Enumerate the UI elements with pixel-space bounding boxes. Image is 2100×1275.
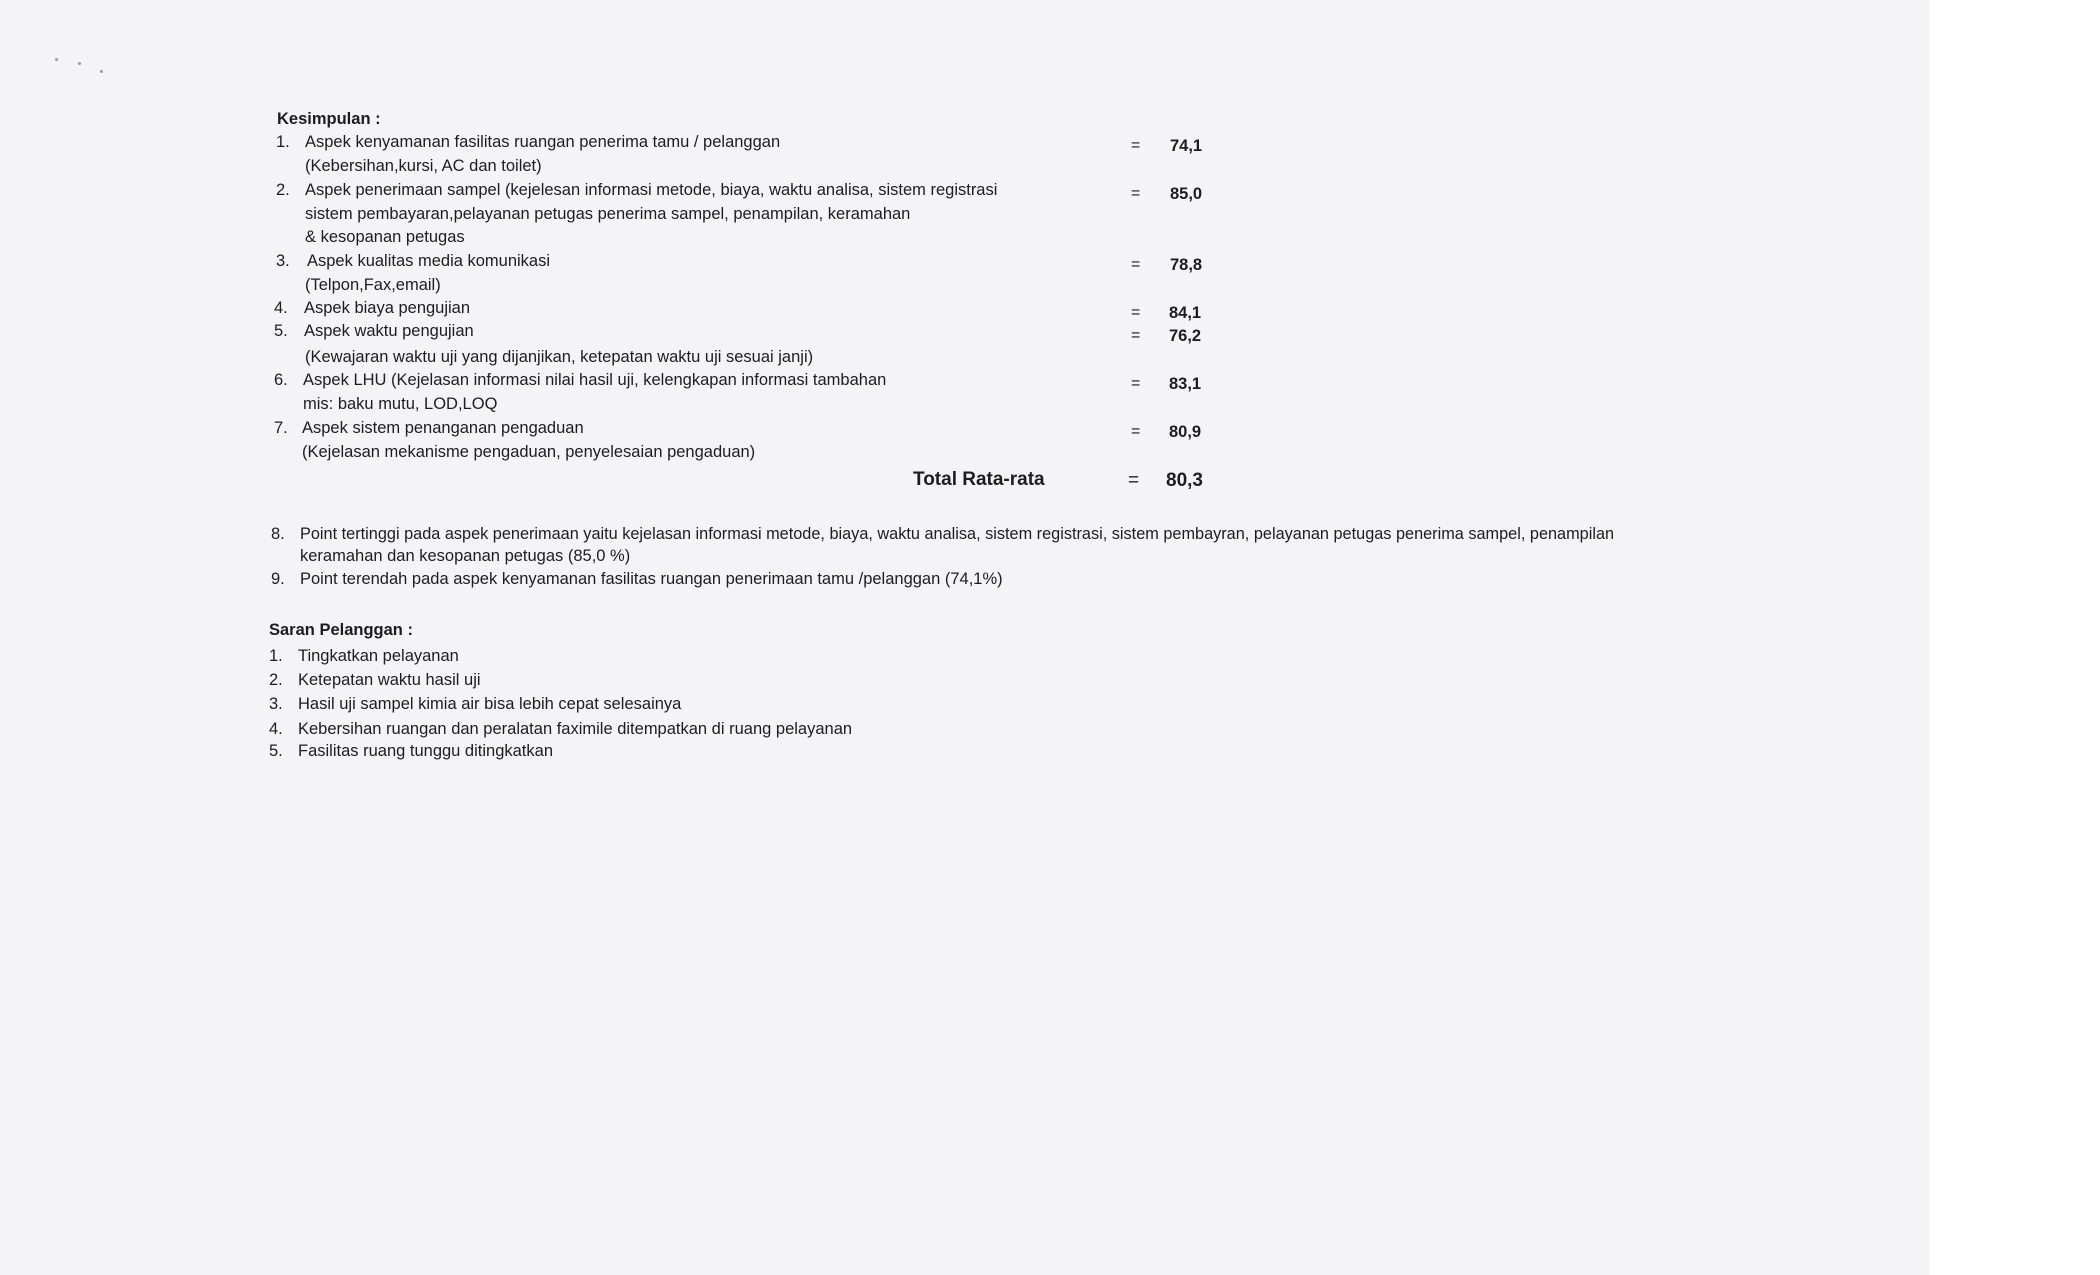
scan-speck (78, 62, 81, 65)
item-value: 85,0 (1170, 185, 1203, 203)
item-number: 2. (276, 181, 290, 199)
item-number: 3. (269, 695, 283, 713)
item-text: Aspek kualitas media komunikasi (307, 252, 551, 270)
saran-text: Ketepatan waktu hasil uji (298, 671, 481, 689)
saran-heading: Saran Pelanggan : (269, 621, 413, 639)
item-text: sistem pembayaran,pelayanan petugas penerima sampel, penampilan, keramahan (305, 205, 911, 223)
item-text: (Kejelasan mekanisme pengaduan, penyelesaian pengaduan) (302, 443, 756, 461)
equals-sign: = (1131, 375, 1141, 392)
item-number: 5. (269, 742, 283, 760)
item-number: 8. (271, 525, 285, 543)
item-number: 3. (276, 252, 290, 270)
item-number: 2. (269, 671, 283, 689)
item-number: 9. (271, 570, 285, 588)
item-value: 76,2 (1169, 327, 1202, 345)
saran-text: Tingkatkan pelayanan (298, 647, 459, 665)
item-number: 5. (274, 322, 288, 340)
equals-sign: = (1131, 304, 1141, 321)
note-text: keramahan dan kesopanan petugas (85,0 %) (300, 547, 631, 565)
saran-text: Kebersihan ruangan dan peralatan faximile ditempatkan di ruang pelayanan (298, 720, 853, 738)
note-text: Point terendah pada aspek kenyamanan fasilitas ruangan penerimaan tamu /pelanggan (74,1%) (300, 570, 1003, 588)
equals-sign: = (1131, 185, 1141, 202)
equals-sign: = (1131, 423, 1141, 440)
item-text: (Kebersihan,kursi, AC dan toilet) (305, 157, 542, 175)
item-number: 4. (274, 299, 288, 317)
equals-sign: = (1128, 470, 1140, 491)
item-number: 6. (274, 371, 288, 389)
item-number: 7. (274, 419, 288, 437)
item-text: Aspek penerimaan sampel (kejelesan informasi metode, biaya, waktu analisa, sistem registrasi (305, 181, 998, 199)
kesimpulan-heading: Kesimpulan : (277, 110, 381, 128)
item-number: 1. (276, 133, 290, 151)
saran-text: Hasil uji sampel kimia air bisa lebih cepat selesainya (298, 695, 682, 713)
item-value: 83,1 (1169, 375, 1202, 393)
item-text: mis: baku mutu, LOD,LOQ (303, 395, 498, 413)
item-text: (Telpon,Fax,email) (305, 276, 441, 294)
note-text: Point tertinggi pada aspek penerimaan yaitu kejelasan informasi metode, biaya, waktu analisa, sistem registrasi, sistem pembayran, pelayanan petugas penerima sampel, penampilan (300, 525, 1615, 543)
equals-sign: = (1131, 327, 1141, 344)
item-text: (Kewajaran waktu uji yang dijanjikan, ketepatan waktu uji sesuai janji) (305, 348, 814, 366)
item-number: 1. (269, 647, 283, 665)
item-text: & kesopanan petugas (305, 228, 465, 246)
equals-sign: = (1131, 137, 1141, 154)
saran-text: Fasilitas ruang tunggu ditingkatkan (298, 742, 553, 760)
equals-sign: = (1131, 256, 1141, 273)
item-text: Aspek waktu pengujian (304, 322, 474, 340)
total-label: Total Rata-rata (913, 469, 1045, 490)
item-text: Aspek biaya pengujian (304, 299, 471, 317)
total-value: 80,3 (1166, 470, 1203, 491)
item-value: 78,8 (1170, 256, 1203, 274)
item-text: Aspek kenyamanan fasilitas ruangan penerima tamu / pelanggan (305, 133, 781, 151)
item-text: Aspek LHU (Kejelasan informasi nilai hasil uji, kelengkapan informasi tambahan (303, 371, 887, 389)
item-number: 4. (269, 720, 283, 738)
item-value: 84,1 (1169, 304, 1202, 322)
scan-speck (55, 58, 58, 61)
item-value: 80,9 (1169, 423, 1202, 441)
scan-speck (100, 70, 103, 73)
item-value: 74,1 (1170, 137, 1203, 155)
item-text: Aspek sistem penanganan pengaduan (302, 419, 584, 437)
